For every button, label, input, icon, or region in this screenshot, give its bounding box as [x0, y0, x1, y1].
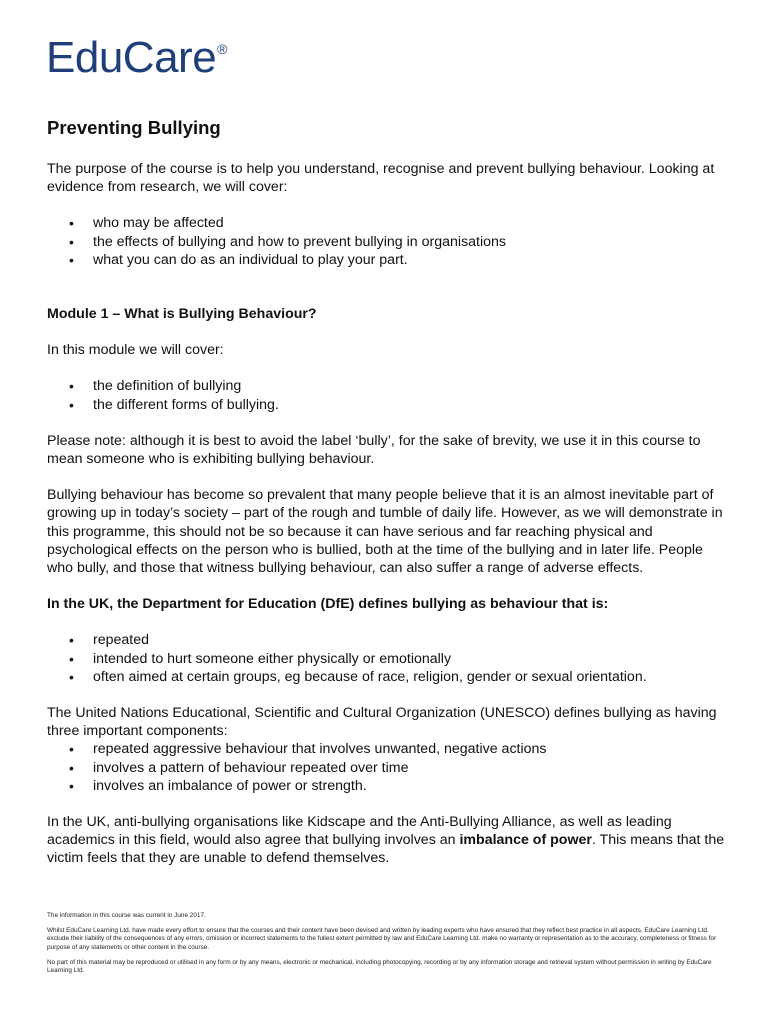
unesco-list — [47, 740, 727, 795]
footer-copyright: No part of this material may be reproduced or utilised in any form or by any means, electronic or mechanical, including photocopying, recording or by any information storage and retrieval system without permission in writing by EduCare Learning Ltd. — [47, 958, 712, 975]
logo-text: EduCare — [46, 33, 217, 82]
list-item: • often aimed at certain groups, eg because of race, religion, gender or sexual orientation. — [47, 668, 727, 686]
unesco-paragraph: The United Nations Educational, Scientific and Cultural Organization (UNESCO) defines bullying as having three important components: — [47, 705, 717, 740]
module-intro: In this module we will cover: — [47, 342, 224, 359]
footer-disclaimer — [47, 912, 727, 982]
list-item: • the effects of bullying and how to prevent bullying in organisations — [47, 233, 727, 251]
footer-current: The information in this course was current in June 2017. — [47, 912, 206, 919]
intro-paragraph: The purpose of the course is to help you understand, recognise and prevent bullying behaviour. Looking at evidence from research, we will cover: — [47, 161, 715, 196]
dfe-heading: In the UK, the Department for Education (DfE) defines bullying as behaviour that is: — [47, 596, 609, 613]
document-body — [47, 116, 727, 868]
kidscape-paragraph — [47, 813, 727, 868]
educare-logo — [46, 33, 227, 82]
note-paragraph: Please note: although it is best to avoid the label ‘bully’, for the sake of brevity, we use it in this course to mean someone who is exhibiting bullying behaviour. — [47, 432, 701, 468]
page-title: Preventing Bullying — [47, 117, 221, 138]
prevalent-paragraph: Bullying behaviour has become so prevalent that many people believe that it is an almost inevitable part of growing up in today’s society – part of the rough and tumble of daily life. However, as we will demonstrate in this programme, this should not be so because it can have serious and far reaching physical and psychological effects on the person who is bullied, both at the time of the bullying and in later life. People who bully, and those that witness bullying behaviour, can also suffer a range of adverse effects. — [47, 487, 723, 577]
registered-mark: ® — [217, 41, 227, 57]
list-item: • who may be affected — [47, 214, 727, 232]
kidscape-text-start: In the UK, anti-bullying organisations like Kidscape and the Anti-Bullying Alliance, as well as leading academics in this field, would also agree that bullying involves an — [47, 814, 672, 849]
list-item: • repeated — [47, 631, 727, 649]
list-item: • involves an imbalance of power or strength. — [47, 777, 727, 795]
list-item: • the definition of bullying — [47, 377, 727, 395]
module-list — [47, 377, 727, 413]
dfe-list — [47, 631, 727, 686]
list-item: • involves a pattern of behaviour repeated over time — [47, 759, 727, 777]
kidscape-text-end: . This means that the victim feels that they are unable to defend themselves. — [47, 832, 725, 867]
intro-list — [47, 214, 727, 269]
list-item: • the different forms of bullying. — [47, 396, 727, 414]
list-item: • repeated aggressive behaviour that involves unwanted, negative actions — [47, 740, 727, 758]
list-item: • intended to hurt someone either physically or emotionally — [47, 650, 727, 668]
list-item: • what you can do as an individual to play your part. — [47, 251, 727, 269]
module-heading: Module 1 – What is Bullying Behaviour? — [47, 306, 317, 323]
imbalance-of-power-emphasis: imbalance of power — [459, 832, 592, 849]
footer-liability: Whilst EduCare Learning Ltd. have made every effort to ensure that the courses and their content have been devised and written by leading experts who have ensured that they reflect best practice in all aspects, EduCare Learning Ltd. exclude their liability of the consequences of any errors, omission or incorrect statements to the fullest extent permitted by law and EduCare Learning Ltd. make no warranty or representation as to the accuracy, completeness or fitness for purpose of any statements or other content in the course. — [47, 927, 717, 951]
